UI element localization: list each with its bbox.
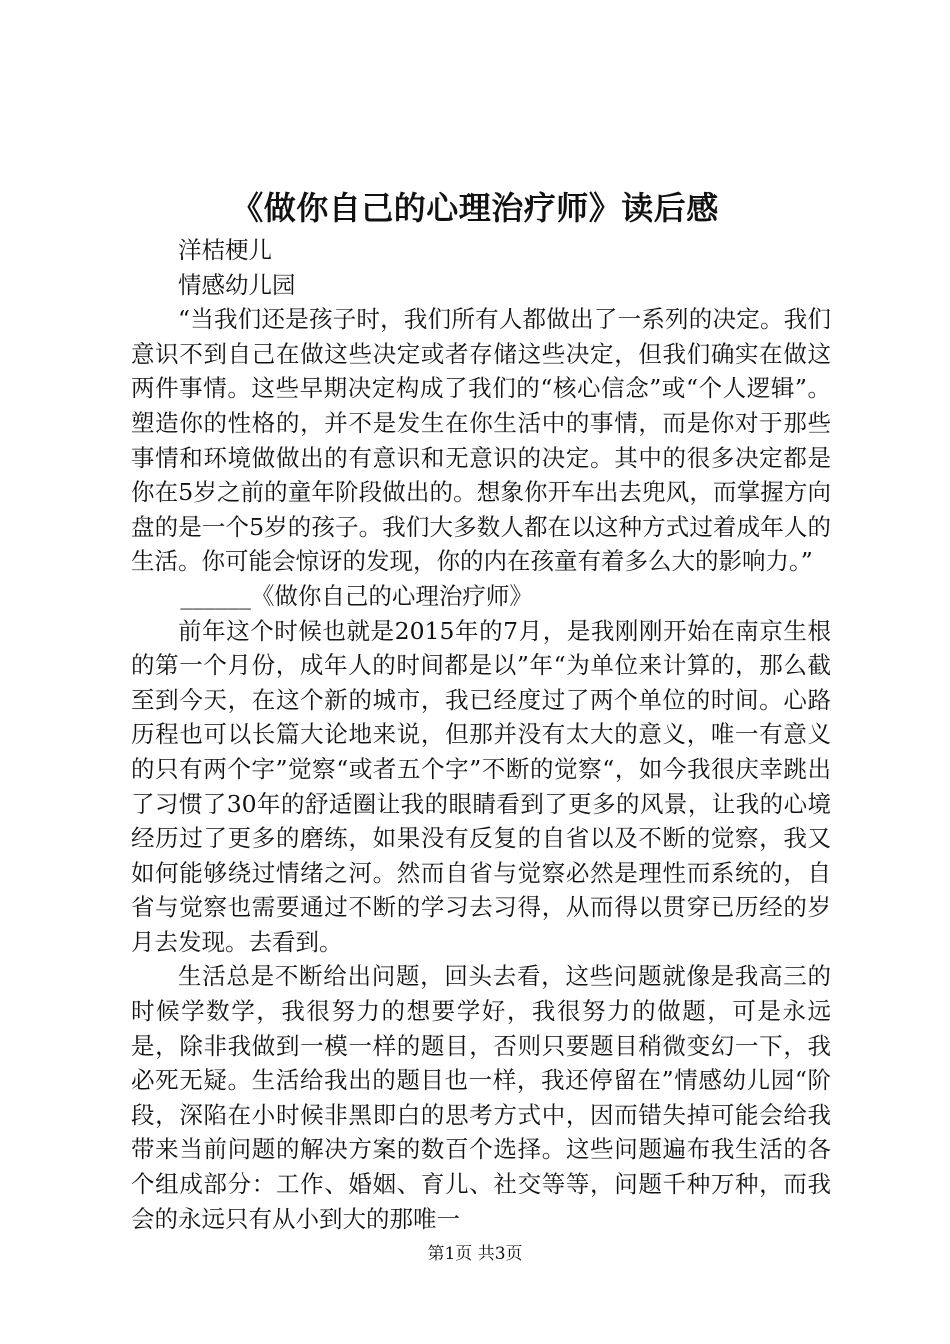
page-title: 《做你自己的心理治疗师》读后感 xyxy=(231,189,719,227)
body-paragraph-1: 前年这个时候也就是2015年的7月，是我刚刚开始在南京生根的第一个月份，成年人的时间都是以”年“为单位来计算的，那么截至到今天，在这个新的城市，我已经度过了两个单位的时间。心路历程也可以长篇大论地来说，但那并没有太大的意义，唯一有意义的只有两个字”觉察“或者五个字”不断的觉察“，如今我很庆幸跳出了习惯了30年的舒适圈让我的眼睛看到了更多的风景，让我的心境经历过了更多的磨练，如果没有反复的自省以及不断的觉察，我又如何能够绕过情绪之河。然而自省与觉察必然是理性而系统的，自省与觉察也需要通过不断的学习去习得，从而得以贯穿已历经的岁月去发现。去看到。 xyxy=(131,616,831,956)
page-footer: 第1页 共3页 xyxy=(427,1244,523,1264)
body-paragraph-2: 生活总是不断给出问题，回头去看，这些问题就像是我高三的时候学数学，我很努力的想要学好，我很努力的做题，可是永远是，除非我做到一模一样的题目，否则只要题目稍微变幻一下，我必死无疑。生活给我出的题目也一样，我还停留在”情感幼儿园“阶段，深陷在小时候非黑即白的思考方式中，因而错失掉可能会给我带来当前问题的解决方案的数百个选择。这些问题遍布我生活的各个组成部分：工作、婚姻、育儿、社交等等，问题千种万种，而我会的永远只有从小到大的那唯一 xyxy=(131,962,831,1233)
quote-source: ______《做你自己的心理治疗师》 xyxy=(180,581,533,610)
document-body xyxy=(131,233,831,1236)
author-name: 洋桔梗儿 xyxy=(178,236,272,264)
quote-paragraph: “当我们还是孩子时，我们所有人都做出了一系列的决定。我们意识不到自己在做这些决定或者存储这些决定，但我们确实在做这两件事情。这些早期决定构成了我们的“核心信念”或“个人逻辑”。塑造你的性格的，并不是发生在你生活中的事情，而是你对于那些事情和环境做做出的有意识和无意识的决定。其中的很多决定都是你在5岁之前的童年阶段做出的。想象你开车出去兜风，而掌握方向盘的是一个5岁的孩子。我们大多数人都在以这种方式过着成年人的生活。你可能会惊讶的发现，你的内在孩童有着多么大的影响力。” xyxy=(131,305,831,576)
author-organization: 情感幼儿园 xyxy=(178,270,296,299)
